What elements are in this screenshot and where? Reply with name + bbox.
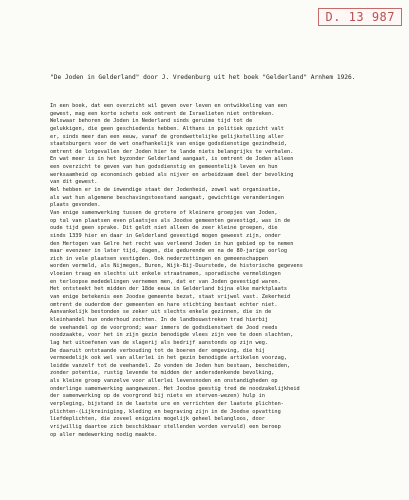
text-line: kleinhandel hun onderhoud zochten. In de landbouwstreken trad hierbij — [50, 316, 269, 323]
text-line: plaats gevonden. — [50, 202, 101, 209]
text-line: plichten-(Lijkreiniging, kleding en begraving zijn in de Joodse opvatting — [50, 408, 281, 415]
text-line: van dit gewest. — [50, 179, 98, 186]
text-line: der samenwerking op de voorgrond bij niets en sterven-wezen) hulp in — [50, 393, 265, 400]
text-line: Van enige samenwerking tussen de grotere of kleinere groepjes van Joden, — [50, 209, 278, 216]
text-line: leidde vanzelf tot de veehandel. Zo vonden de Joden hun bestaan, bescheiden, — [50, 362, 291, 369]
document-body — [50, 103, 390, 439]
text-line: zich in vele plaatsen vestigden. Ook nederzettingen en gemeenschappen — [50, 255, 269, 262]
text-line: worden vermeld, als Nijmegen, Buren, Wijk-Bij-Duurstede, de historische gegevens — [50, 263, 303, 270]
text-line: Welswaar behoren de Joden in Nederland sinds geruime tijd tot de — [50, 118, 253, 125]
text-line: oude tijd geen sprake. Dit geldt niet alleen de zeer kleine groepen, die — [50, 225, 278, 232]
text-line: omtrent de lotgevallen der Joden hier te lande niets belangrijks te verhalen. — [50, 148, 294, 155]
text-line: werksaamheid op economisch gebied als nijver en arbeidzaam deel der bevolking — [50, 171, 294, 178]
text-line: sinds 1339 hier en daar in Gelderland gevestigd mogen geweest zijn, onder — [50, 232, 281, 239]
text-line: Het ontsteekt het midden der 18de eeuw in Gelderland bijna elke marktplaats — [50, 286, 288, 293]
text-line: De daaruit ontstaande verbouding tot de boeren der omgeving, die hij — [50, 347, 265, 354]
text-line: gewest, mag een korte schets ook omtrent de Israelieten niet ontbreken. — [50, 110, 275, 117]
text-line: en terloopse mededelingen vernemen men, dat er van Joden gevestigd waren. — [50, 278, 281, 285]
text-line: vrijwillig daartoe zich beschikbaar stellenden worden vervuld) een beroep — [50, 423, 281, 430]
text-line: staatsburgers voor de wet onafhankelijk van enige godsdienstige gezindheid, — [50, 141, 288, 148]
text-line: vloeien traag en slechts uit enkele straatnamen, sporadische vermeldingen — [50, 271, 281, 278]
text-line: Wel hebben er in de inwendige staat der Jodenheid, zowel wat organisatie, — [50, 187, 281, 194]
text-line: een overzicht te geven van hun godsdienstig en gemeentelijk leven en hun — [50, 164, 278, 171]
text-line: onderlinge samenwerking aangewezen. Het Joodse geestig tred de noodzakelijkheid — [50, 385, 300, 392]
text-line: van enige betekenis een Joodse gemeente bezat, staat vrijwel vast. Zekerheid — [50, 294, 291, 301]
text-line: op aller medewerking nodig maakte. — [50, 431, 158, 438]
text-line: En wat meer is in het byzonder Gelderland aangaat, is omtrent de Joden alleen — [50, 156, 294, 163]
text-line: lag het uitoefenen van de slagerij als bedrijf aanstonds op zijn weg. — [50, 339, 269, 346]
text-line: als wat hun algemene beschavingstoestand aangaat, gewichtige veranderingen — [50, 194, 284, 201]
text-line: noodzaakte, voor het in zijn gezin benodigde vlees zijn vee te doen slachten, — [50, 332, 294, 339]
text-line: als kleine groep vanzelve voor allerlei levensnoden en onstandigheden op — [50, 378, 278, 385]
text-line: Aanvankelijk bestonden se zeker uit slechts enkele gezinnen, die in de — [50, 309, 272, 316]
text-line: de veehandel op de voorgrond; waar immers de godsdienstwet de Jood reeds — [50, 324, 278, 331]
text-line: er, sinds meer dan een eeuw, vanaf de grondwettelijke gelijkstelling aller — [50, 133, 284, 140]
text-line: den Hertogen van Gelre het recht was verleend Joden in hun gebied op te nemen — [50, 240, 294, 247]
text-line: gelukkigen, die geen geschiedenis hebben. Althans in politiek opzicht valt — [50, 125, 284, 132]
document-header: "De Joden in Gelderland" door J. Vredenburg uit het boek "Gelderland" Arnhem 1926. — [50, 74, 356, 81]
text-line: omtrent de ouderdom der gemeenten en hare stichting bestaat echter niet. — [50, 301, 278, 308]
text-line: vermoedelijk ook wel van allerlei in het gezin benodigde artikelen voorzag, — [50, 355, 288, 362]
archive-stamp: D. 13 987 — [318, 8, 402, 26]
text-line: In een boek, dat een overzicht wil geven over leven en ontwikkeling van een — [50, 103, 288, 109]
text-line: op tal van plaatsen even plaatsjes als Joodse gemeenten gevestigd, was in de — [50, 217, 291, 224]
text-line: zonder potentie, rustig levende te midden der andersdenkende bevolking, — [50, 370, 275, 377]
text-line: maar evenzeer in later tijd, dagen, die gedurende en na de 80-jarige oorlog — [50, 248, 288, 255]
text-line: verpleging, bijstand in de laatste ure en verrichten der laatste plichten- — [50, 400, 284, 407]
text-line: liefdeplichten, die zoveel enigzins mogelijk geheel belangloos, door — [50, 416, 265, 423]
